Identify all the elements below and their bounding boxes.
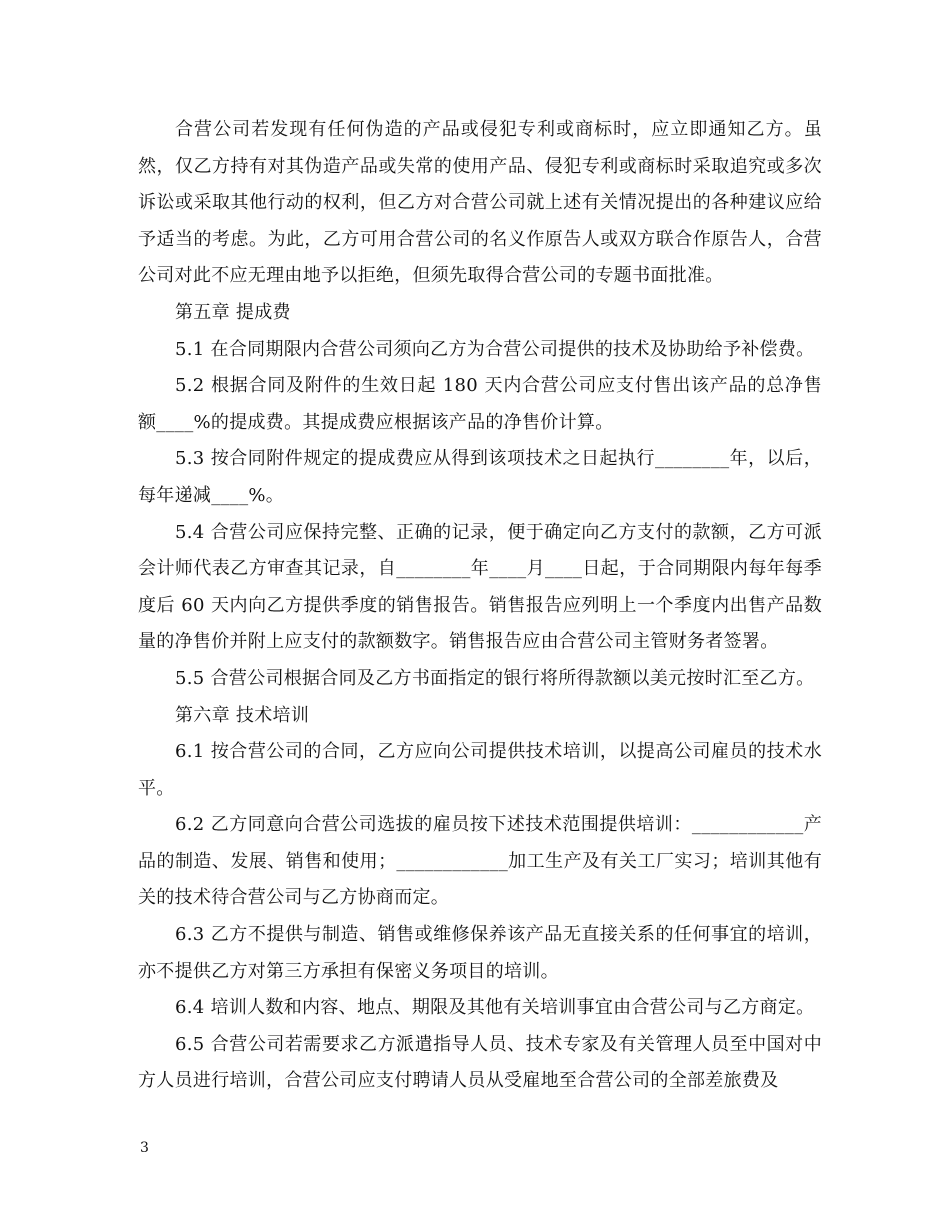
clause-5-4: 5.4 合营公司应保持完整、正确的记录，便于确定向乙方支付的款额，乙方可派会计师代表乙方审查其记录，自________年____月____日起，于合同期限内每年每季度后 60 天内向乙方提供季度的销售报告。销售报告应列明上一个季度内出售产品数量的净售价并附上应支付的款额数字。销售报告应由合营公司主管财务者签署。 (138, 521, 822, 653)
clause-6-1: 6.1 按合营公司的合同，乙方应向公司提供技术培训，以提高公司雇员的技术水平。 (138, 741, 822, 799)
clause-6-4: 6.4 培训人数和内容、地点、期限及其他有关培训事宜由合营公司与乙方商定。 (175, 997, 815, 1019)
clause-6-3: 6.3 乙方不提供与制造、销售或维修保养该产品无直接关系的任何事宜的培训，亦不提供乙方对第三方承担有保密义务项目的培训。 (138, 924, 822, 982)
paragraph-infringement-notice: 合营公司若发现有任何伪造的产品或侵犯专利或商标时，应立即通知乙方。虽然，仅乙方持有对其伪造产品或失常的使用产品、侵犯专利或商标时采取追究或多次诉讼或采取其他行动的权利，但乙方对合营公司就上述有关情况提出的各种建议应给予适当的考虑。为此，乙方可用合营公司的名义作原告人或双方联合作原告人，合营公司对此不应无理由地予以拒绝，但须先取得合营公司的专题书面批准。 (138, 119, 822, 287)
document-body (138, 112, 822, 1100)
clause-6-5: 6.5 合营公司若需要求乙方派遣指导人员、技术专家及有关管理人员至中国对中方人员进行培训，合营公司应支付聘请人员从受雇地至合营公司的全部差旅费及 (138, 1033, 822, 1092)
chapter-6-heading: 第六章 技术培训 (175, 704, 310, 726)
chapter-5-heading: 第五章 提成费 (175, 301, 291, 323)
page-number: 3 (140, 1140, 149, 1156)
clause-6-2: 6.2 乙方同意向合营公司选拔的雇员按下述技术范围提供培训：____________产品的制造、发展、销售和使用；____________加工生产及有关工厂实习；培训其他有关的技术待合营公司与乙方协商而定。 (138, 814, 822, 909)
clause-5-3: 5.3 按合同附件规定的提成费应从得到该项技术之日起执行________年，以后，每年递减____%。 (138, 448, 822, 506)
clause-5-5: 5.5 合营公司根据合同及乙方书面指定的银行将所得款额以美元按时汇至乙方。 (175, 667, 815, 689)
clause-5-1: 5.1 在合同期限内合营公司须向乙方为合营公司提供的技术及协助给予补偿费。 (175, 338, 815, 360)
clause-5-2: 5.2 根据合同及附件的生效日起 180 天内合营公司应支付售出该产品的总净售额____%的提成费。其提成费应根据该产品的净售价计算。 (138, 375, 822, 433)
